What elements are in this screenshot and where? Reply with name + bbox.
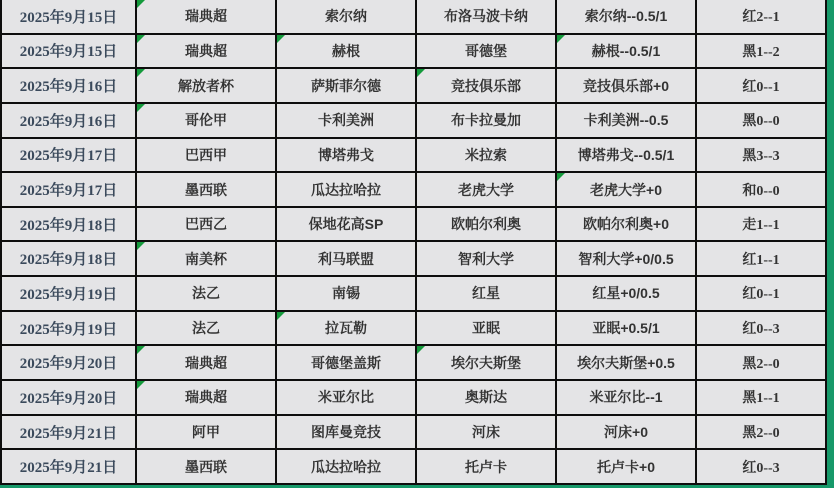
error-indicator-icon [417,346,425,354]
cell-pick-row10[interactable]: 亚眠+0.5/1 [557,312,697,347]
cell-home-row6[interactable]: 瓜达拉哈拉 [277,173,417,208]
error-indicator-icon [137,69,145,77]
cell-date-row13[interactable]: 2025年9月21日 [0,416,137,451]
cell-home-row13[interactable]: 图库曼竞技 [277,416,417,451]
cell-home-row3[interactable]: 萨斯菲尔德 [277,69,417,104]
cell-away-row8[interactable]: 智利大学 [417,242,557,277]
cell-home-row10[interactable]: 拉瓦勒 [277,312,417,347]
cell-result-row5[interactable]: 黑3--3 [697,139,827,174]
cell-home-row8[interactable]: 利马联盟 [277,242,417,277]
cell-pick-row6[interactable]: 老虎大学+0 [557,173,697,208]
cell-date-row11[interactable]: 2025年9月20日 [0,346,137,381]
cell-date-row7[interactable]: 2025年9月18日 [0,208,137,243]
cell-away-row4[interactable]: 布卡拉曼加 [417,104,557,139]
cell-away-row6[interactable]: 老虎大学 [417,173,557,208]
cell-home-row2[interactable]: 赫根 [277,35,417,70]
cell-date-row10[interactable]: 2025年9月19日 [0,312,137,347]
cell-away-row5[interactable]: 米拉索 [417,139,557,174]
cell-date-row14[interactable]: 2025年9月21日 [0,450,137,485]
error-indicator-icon [137,242,145,250]
cell-league-row6[interactable]: 墨西联 [137,173,277,208]
error-indicator-icon [137,346,145,354]
cell-home-row12[interactable]: 米亚尔比 [277,381,417,416]
cell-league-row14[interactable]: 墨西联 [137,450,277,485]
cell-pick-row11[interactable]: 埃尔夫斯堡+0.5 [557,346,697,381]
cell-league-row13[interactable]: 阿甲 [137,416,277,451]
cell-league-row7[interactable]: 巴西乙 [137,208,277,243]
cell-away-row13[interactable]: 河床 [417,416,557,451]
cell-pick-row13[interactable]: 河床+0 [557,416,697,451]
error-indicator-icon [557,35,565,43]
cell-home-row11[interactable]: 哥德堡盖斯 [277,346,417,381]
cell-away-row1[interactable]: 布洛马波卡纳 [417,0,557,35]
cell-league-row9[interactable]: 法乙 [137,277,277,312]
cell-home-row5[interactable]: 博塔弗戈 [277,139,417,174]
cell-result-row13[interactable]: 黑2--0 [697,416,827,451]
cell-away-row3[interactable]: 竞技俱乐部 [417,69,557,104]
cell-date-row9[interactable]: 2025年9月19日 [0,277,137,312]
cell-date-row4[interactable]: 2025年9月16日 [0,104,137,139]
error-indicator-icon [137,0,145,8]
error-indicator-icon [417,69,425,77]
error-indicator-icon [137,381,145,389]
cell-result-row4[interactable]: 黑0--0 [697,104,827,139]
cell-home-row14[interactable]: 瓜达拉哈拉 [277,450,417,485]
error-indicator-icon [277,312,285,320]
cell-league-row8[interactable]: 南美杯 [137,242,277,277]
cell-away-row12[interactable]: 奥斯达 [417,381,557,416]
cell-pick-row9[interactable]: 红星+0/0.5 [557,277,697,312]
cell-result-row2[interactable]: 黑1--2 [697,35,827,70]
cell-pick-row1[interactable]: 索尔纳--0.5/1 [557,0,697,35]
cell-result-row12[interactable]: 黑1--1 [697,381,827,416]
error-indicator-icon [137,35,145,43]
cell-league-row3[interactable]: 解放者杯 [137,69,277,104]
cell-away-row9[interactable]: 红星 [417,277,557,312]
cell-league-row4[interactable]: 哥伦甲 [137,104,277,139]
cell-pick-row2[interactable]: 赫根--0.5/1 [557,35,697,70]
cell-date-row1[interactable]: 2025年9月15日 [0,0,137,35]
cell-home-row9[interactable]: 南锡 [277,277,417,312]
cell-league-row10[interactable]: 法乙 [137,312,277,347]
cell-away-row2[interactable]: 哥德堡 [417,35,557,70]
error-indicator-icon [557,173,565,181]
cell-date-row8[interactable]: 2025年9月18日 [0,242,137,277]
cell-pick-row3[interactable]: 竞技俱乐部+0 [557,69,697,104]
cell-date-row5[interactable]: 2025年9月17日 [0,139,137,174]
cell-result-row11[interactable]: 黑2--0 [697,346,827,381]
cell-result-row10[interactable]: 红0--3 [697,312,827,347]
cell-result-row14[interactable]: 红0--3 [697,450,827,485]
error-indicator-icon [277,35,285,43]
cell-date-row3[interactable]: 2025年9月16日 [0,69,137,104]
cell-league-row2[interactable]: 瑞典超 [137,35,277,70]
cell-result-row3[interactable]: 红0--1 [697,69,827,104]
cell-league-row11[interactable]: 瑞典超 [137,346,277,381]
cell-date-row12[interactable]: 2025年9月20日 [0,381,137,416]
cell-home-row1[interactable]: 索尔纳 [277,0,417,35]
cell-date-row2[interactable]: 2025年9月15日 [0,35,137,70]
cell-pick-row8[interactable]: 智利大学+0/0.5 [557,242,697,277]
cell-home-row4[interactable]: 卡利美洲 [277,104,417,139]
cell-away-row11[interactable]: 埃尔夫斯堡 [417,346,557,381]
cell-league-row1[interactable]: 瑞典超 [137,0,277,35]
cell-league-row12[interactable]: 瑞典超 [137,381,277,416]
cell-pick-row5[interactable]: 博塔弗戈--0.5/1 [557,139,697,174]
cell-result-row1[interactable]: 红2--1 [697,0,827,35]
cell-result-row6[interactable]: 和0--0 [697,173,827,208]
cell-pick-row4[interactable]: 卡利美洲--0.5 [557,104,697,139]
cell-date-row6[interactable]: 2025年9月17日 [0,173,137,208]
cell-result-row7[interactable]: 走1--1 [697,208,827,243]
cell-away-row10[interactable]: 亚眠 [417,312,557,347]
cell-pick-row12[interactable]: 米亚尔比--1 [557,381,697,416]
error-indicator-icon [137,104,145,112]
cell-pick-row14[interactable]: 托卢卡+0 [557,450,697,485]
cell-result-row8[interactable]: 红1--1 [697,242,827,277]
cell-pick-row7[interactable]: 欧帕尔利奥+0 [557,208,697,243]
cell-result-row9[interactable]: 红0--1 [697,277,827,312]
cell-home-row7[interactable]: 保地花高SP [277,208,417,243]
cell-away-row7[interactable]: 欧帕尔利奥 [417,208,557,243]
cell-away-row14[interactable]: 托卢卡 [417,450,557,485]
cell-league-row5[interactable]: 巴西甲 [137,139,277,174]
